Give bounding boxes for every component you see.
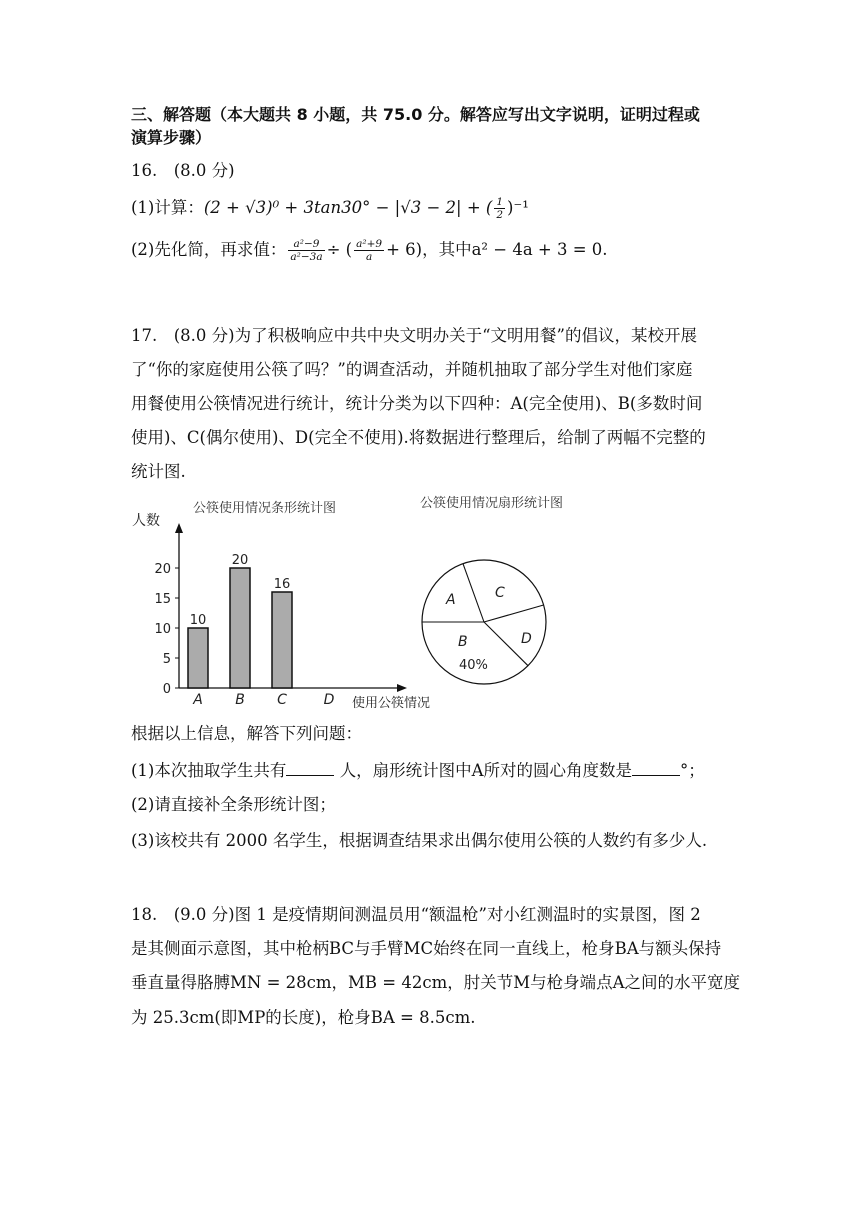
- q16-part2-tail: + 6)，其中a² − 4a + 3 = 0.: [386, 240, 608, 259]
- x-category-label: C: [277, 692, 287, 708]
- q17-sub3: (3)该校共有 2000 名学生，根据调查结果求出偶尔使用公筷的人数约有多少人.: [131, 831, 708, 850]
- x-category-label: A: [193, 692, 203, 708]
- pie-chart-title: 公筷使用情况扇形统计图: [420, 496, 564, 511]
- answer-blank-total[interactable]: [286, 759, 334, 776]
- q17-sub1-part-b: 人，扇形统计图中A所对的圆心角度数是: [334, 761, 633, 780]
- q18-line1: 18. (9.0 分)图 1 是疫情期间测温员用“额温枪”对小红测温时的实景图，图 2: [131, 905, 701, 924]
- q17-sub1-part-c: °；: [680, 761, 705, 780]
- bar-c: [272, 592, 292, 688]
- y-tick-label: 15: [154, 592, 171, 607]
- pie-percent-b: 40%: [459, 658, 488, 673]
- bar-chart-xlabel: 使用公筷情况: [352, 696, 431, 711]
- q17-sub1: [131, 759, 705, 782]
- q16-fraction-numerator: 1: [496, 196, 504, 208]
- q16-part1-expr: (2 + √3)⁰ + 3tan30° − |√3 − 2| + (: [203, 198, 493, 217]
- q16-part1-fraction: [494, 196, 505, 221]
- bar-chart-y-arrow: [175, 523, 183, 533]
- bar-chart-ylabel: 人数: [132, 513, 160, 529]
- q17-figure: [120, 488, 740, 722]
- answer-blank-angle[interactable]: [632, 759, 680, 776]
- bar-chart: [132, 500, 430, 711]
- y-tick-label: 5: [162, 652, 171, 667]
- q17-sub2: (2)请直接补全条形统计图；: [131, 795, 336, 814]
- y-tick-label: 20: [154, 562, 171, 577]
- section-heading-cont: 演算步骤）: [131, 128, 212, 147]
- pie-chart: [420, 495, 563, 684]
- pie-label-d: D: [521, 631, 532, 647]
- q18-line2: 是其侧面示意图，其中枪柄BC与手臂MC始终在同一直线上，枪身BA与额头保持: [131, 939, 722, 958]
- q16-fraction1-denominator: a²−3a: [290, 251, 323, 263]
- q17-sub1-part-a: (1)本次抽取学生共有: [131, 761, 287, 780]
- section-heading: 三、解答题（本大题共 8 小题，共 75.0 分。解答应写出文字说明，证明过程或: [131, 105, 700, 124]
- x-category-label: D: [323, 692, 335, 708]
- q16-fraction2-numerator: a²+9: [356, 238, 383, 250]
- y-tick-label: 0: [162, 682, 171, 697]
- bar-data-label: 16: [273, 577, 291, 592]
- q17-line3: 用餐使用公筷情况进行统计，统计分类为以下四种：A(完全使用)、B(多数时间: [131, 394, 703, 413]
- q16-part1-prefix: (1)计算：: [131, 198, 204, 217]
- q16-part2-prefix: (2)先化简，再求值：: [131, 240, 287, 259]
- q17-line5: 统计图.: [131, 462, 186, 481]
- q16-fraction1-numerator: a²−9: [288, 238, 324, 251]
- bar-chart-bars: [188, 553, 335, 708]
- q16-fraction2-denominator: a: [365, 251, 373, 263]
- q16-part2-fraction1: [288, 238, 324, 263]
- q16-part2-fraction2: [354, 238, 384, 263]
- x-category-label: B: [235, 692, 245, 708]
- pie-divider-a-c: [463, 564, 484, 622]
- q16-fraction-denominator: 2: [496, 209, 504, 221]
- q18-line3: 垂直量得胳膊MN = 28cm，MB = 42cm，肘关节M与枪身端点A之间的水平宽度: [131, 973, 741, 992]
- q17-charts-svg: [120, 488, 740, 718]
- bar-a: [188, 628, 208, 688]
- q16-part2: [131, 238, 608, 263]
- q17-line2: 了“你的家庭使用公筷了吗？”的调查活动，并随机抽取了部分学生对他们家庭: [131, 360, 693, 379]
- q16-part1-suffix: )⁻¹: [507, 198, 529, 217]
- bar-data-label: 20: [231, 553, 249, 568]
- y-tick-label: 10: [154, 622, 171, 637]
- q17-after-figure: 根据以上信息，解答下列问题：: [131, 724, 362, 743]
- q16-part1: [131, 196, 529, 221]
- q18-line4: 为 25.3cm(即MP的长度)，枪身BA = 8.5cm.: [131, 1008, 476, 1027]
- pie-label-a: A: [446, 592, 456, 608]
- q16-header: 16. (8.0 分): [131, 161, 235, 180]
- pie-divider-c-d: [484, 605, 544, 622]
- q17-line4: 使用)、C(偶尔使用)、D(完全不使用).将数据进行整理后，给制了两幅不完整的: [131, 428, 706, 447]
- bar-chart-title: 公筷使用情况条形统计图: [193, 501, 337, 516]
- bar-chart-x-arrow: [397, 684, 407, 692]
- bar-b: [230, 568, 250, 688]
- bar-data-label: 10: [189, 613, 207, 628]
- bar-chart-ticks: [154, 562, 179, 697]
- pie-label-b: B: [458, 634, 468, 650]
- q17-line1: 17. (8.0 分)为了积极响应中共中央文明办关于“文明用餐”的倡议，某校开展: [131, 326, 697, 345]
- pie-label-c: C: [495, 585, 505, 601]
- q16-part2-divide: ÷ (: [326, 240, 353, 259]
